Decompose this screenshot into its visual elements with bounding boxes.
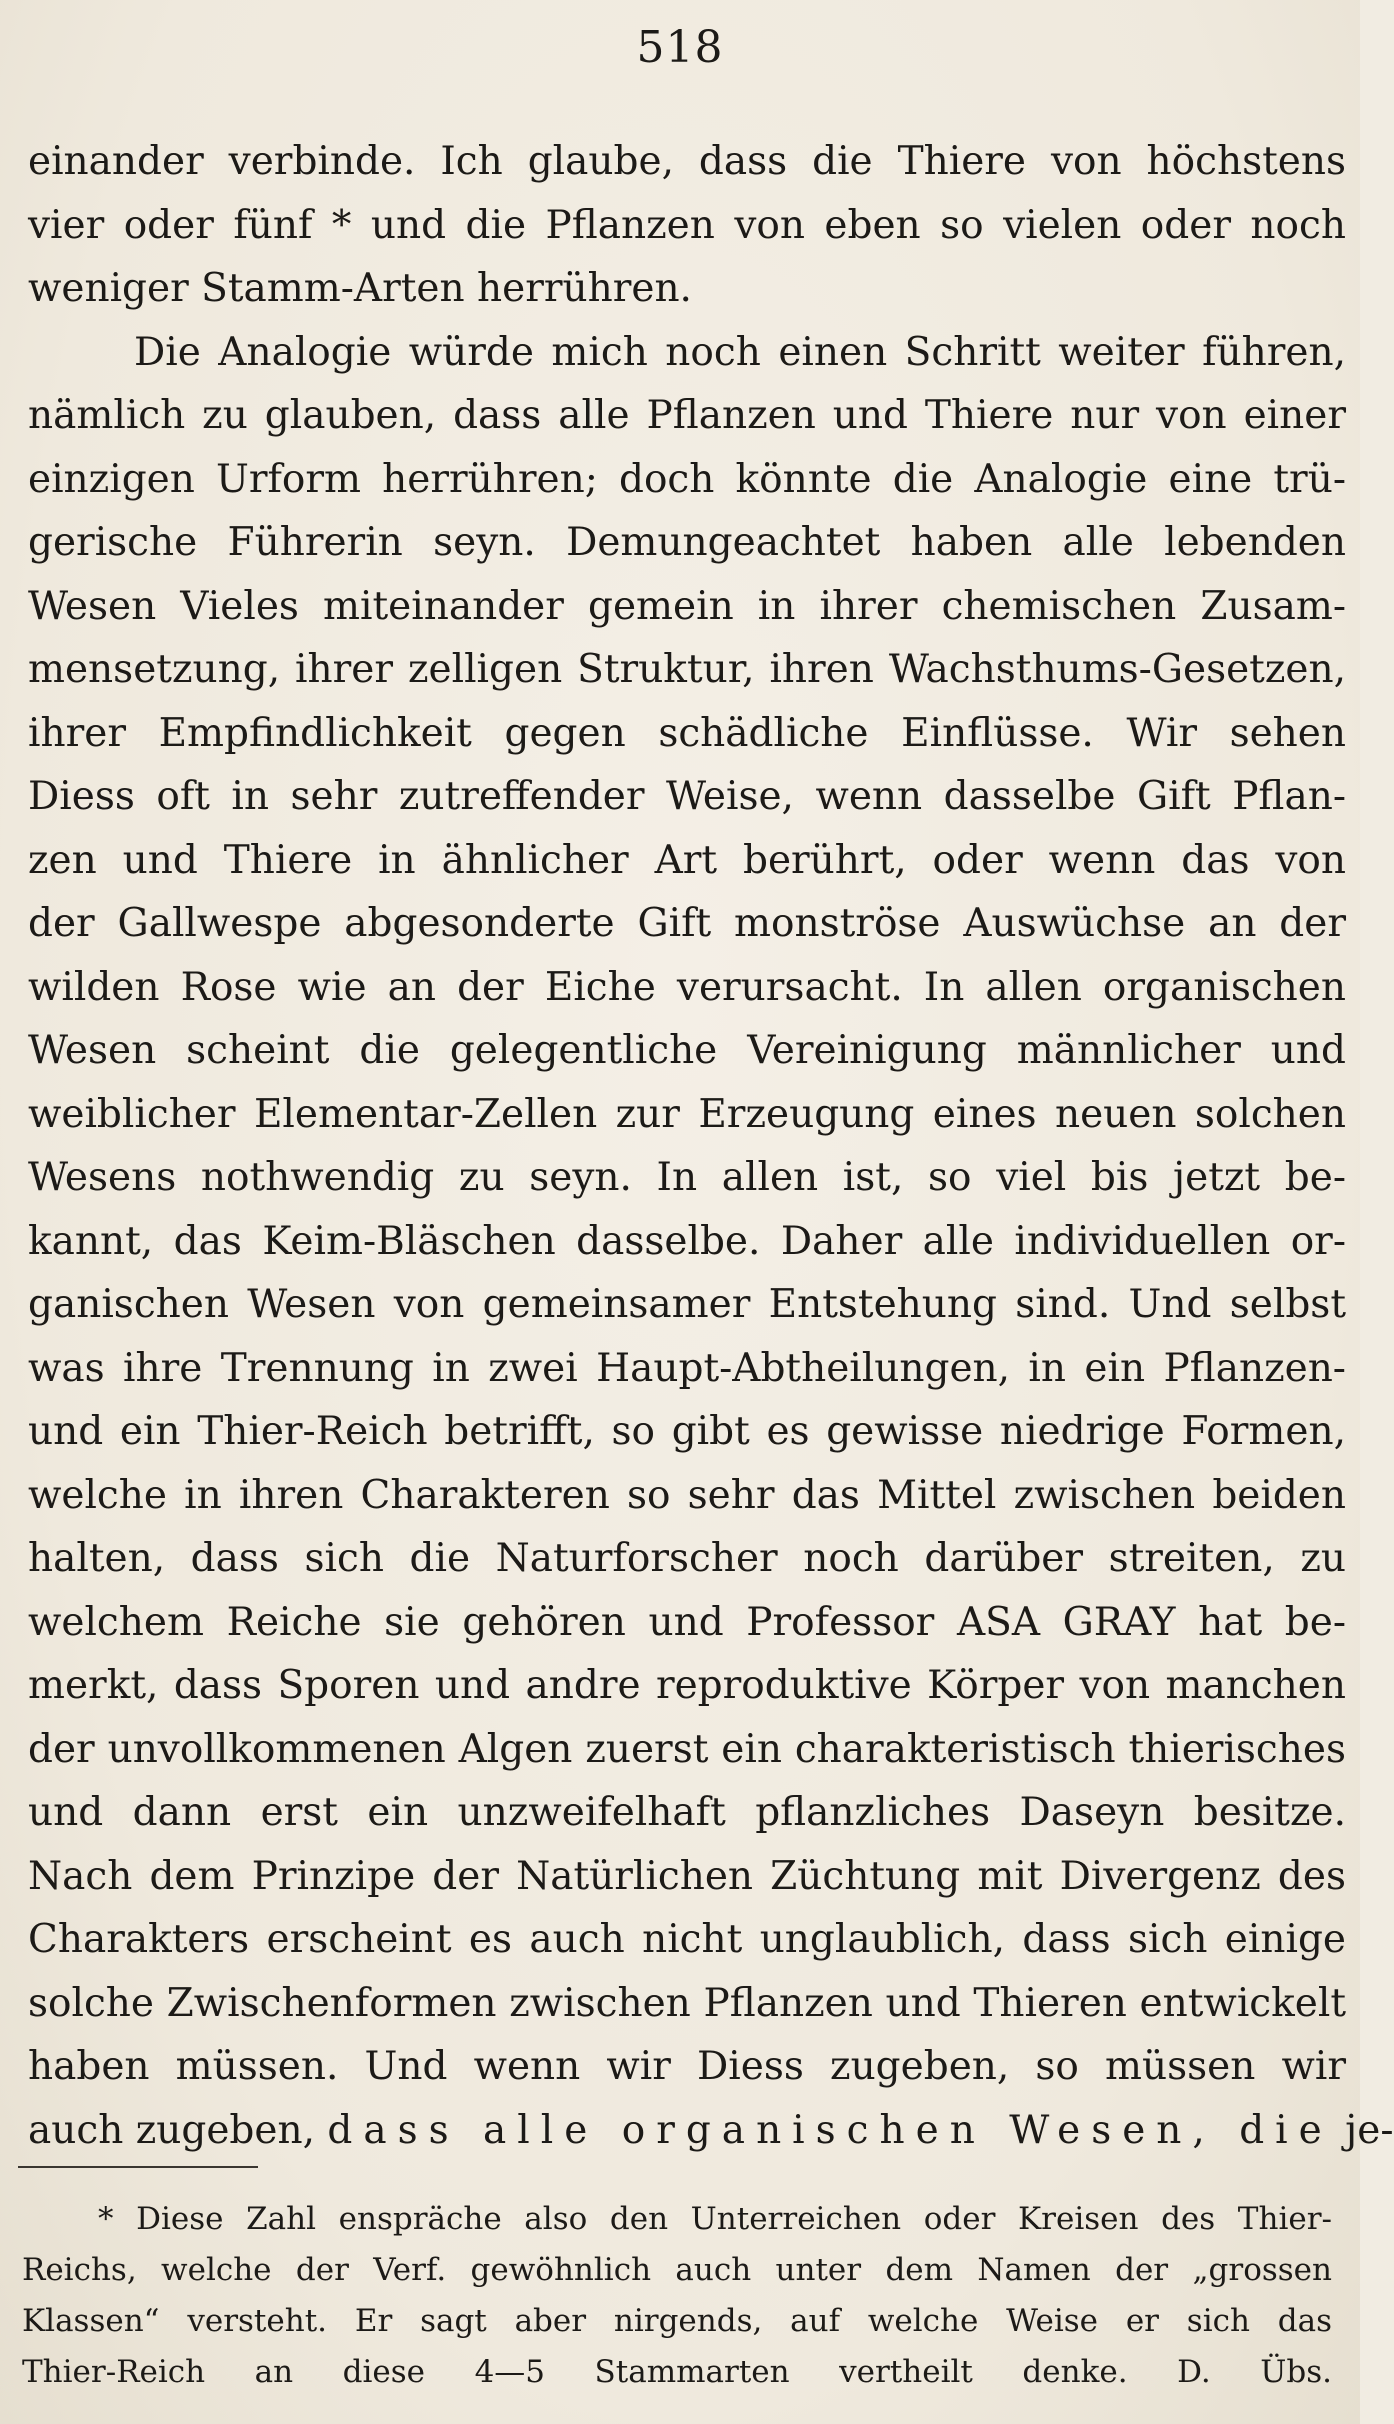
text-line: welchem Reiche sie gehören und Professor ASA GRAY hat be- (28, 1599, 1346, 1645)
text-line: nämlich zu glauben, dass alle Pflanzen und Thiere nur von einer (28, 393, 1346, 438)
text-line: Wesens nothwendig zu seyn. In allen ist, so viel bis jetzt be- (28, 1155, 1346, 1200)
text-spaced-emphasis: dass alle organischen Wesen, die (327, 2107, 1333, 2153)
text-line: was ihre Trennung in zwei Haupt-Abtheilungen, in ein Pflanzen- (28, 1345, 1346, 1391)
text-line: Wesen scheint die gelegentliche Vereinigung männlicher und (28, 1028, 1346, 1073)
text-line: und dann erst ein unzweifelhaft pflanzliches Daseyn besitze. (28, 1790, 1346, 1835)
text-line: Charakters erscheint es auch nicht unglaublich, dass sich einige (28, 1917, 1346, 1962)
footnote-divider (18, 2166, 258, 2168)
text-line: gerische Führerin seyn. Demungeachtet haben alle lebenden (28, 520, 1346, 565)
text-line: kannt, das Keim-Bläschen dasselbe. Daher alle individuellen or- (28, 1218, 1346, 1264)
footnote-line: * Diese Zahl enspräche also den Unterreichen oder Kreisen des Thier- (98, 2201, 1332, 2237)
main-text-block (28, 130, 1394, 2162)
footnote-line: Reichs, welche der Verf. gewöhnlich auch unter dem Namen der „grossen (22, 2252, 1332, 2288)
text-line: mensetzung, ihrer zelligen Struktur, ihren Wachsthums-Gesetzen, (28, 647, 1346, 692)
text-line: der Gallwespe abgesonderte Gift monströse Auswüchse an der (28, 901, 1346, 946)
text-line-final (28, 2099, 1394, 2163)
footnote-block (22, 2194, 1332, 2398)
text-line: Nach dem Prinzipe der Natürlichen Züchtung mit Divergenz des (28, 1853, 1346, 1899)
text-line: und ein Thier-Reich betrifft, so gibt es gewisse niedrige Formen, (28, 1409, 1346, 1454)
text-line: halten, dass sich die Naturforscher noch darüber streiten, zu (28, 1536, 1346, 1581)
text-line: zen und Thiere in ähnlicher Art berührt, oder wenn das von (28, 837, 1346, 883)
text-line: Diess oft in sehr zutreffender Weise, wenn dasselbe Gift Pflan- (28, 774, 1346, 819)
footnote-line: Klassen“ versteht. Er sagt aber nirgends, auf welche Weise er sich das (22, 2303, 1332, 2339)
text-line: welche in ihren Charakteren so sehr das Mittel zwischen beiden (28, 1472, 1346, 1518)
text-hyphen-tail: je- (1345, 2107, 1394, 2153)
page-number: 518 (636, 22, 724, 73)
text-line: ganischen Wesen von gemeinsamer Entstehung sind. Und selbst (28, 1282, 1346, 1327)
text-line: Wesen Vieles miteinander gemein in ihrer chemischen Zusam- (28, 583, 1346, 629)
text-line: solche Zwischenformen zwischen Pflanzen und Thieren entwickelt (28, 1980, 1346, 2026)
text-normal: auch zugeben, (28, 2107, 315, 2153)
text-line: der unvollkommenen Algen zuerst ein charakteristisch thierisches (28, 1726, 1346, 1772)
footnote-line: Thier-Reich an diese 4—5 Stammarten vertheilt denke. D. Übs. (22, 2354, 1332, 2390)
text-line: einzigen Urform herrühren; doch könnte die Analogie eine trü- (28, 456, 1346, 502)
text-line: merkt, dass Sporen und andre reproduktive Körper von manchen (28, 1663, 1346, 1708)
text-line: Die Analogie würde mich noch einen Schritt weiter führen, (134, 329, 1346, 375)
text-line: weiblicher Elementar-Zellen zur Erzeugung eines neuen solchen (28, 1091, 1346, 1137)
text-line: wilden Rose wie an der Eiche verursacht. In allen organischen (28, 964, 1346, 1010)
text-line: weniger Stamm-Arten herrühren. (28, 266, 692, 311)
text-line: haben müssen. Und wenn wir Diess zugeben, so müssen wir (28, 2044, 1346, 2089)
text-line: vier oder fünf * und die Pflanzen von eben so vielen oder noch (28, 202, 1346, 248)
text-line: ihrer Empfindlichkeit gegen schädliche Einflüsse. Wir sehen (28, 710, 1346, 756)
text-line: einander verbinde. Ich glaube, dass die Thiere von höchstens (28, 139, 1346, 184)
